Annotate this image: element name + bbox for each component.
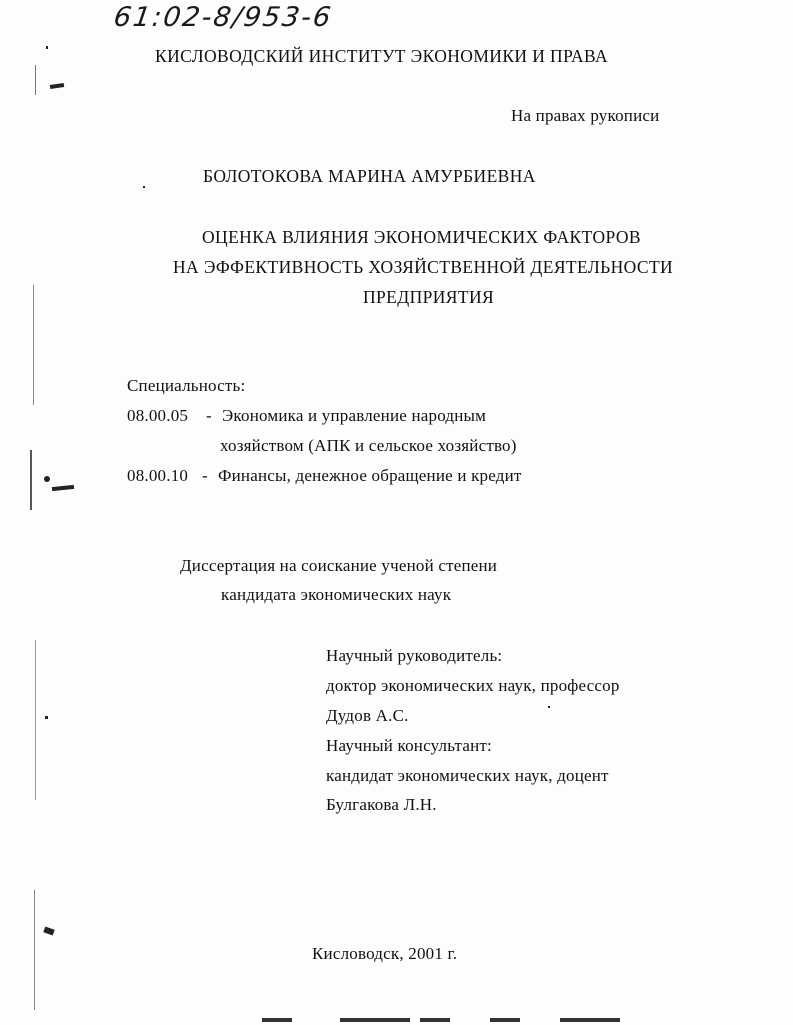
advisor-label: Научный руководитель: [326,646,503,665]
advisor-degree: доктор экономических наук, профессор [326,676,620,695]
place-year: Кисловодск, 2001 г. [312,944,458,963]
dissertation-line-2: кандидата экономических наук [221,585,452,604]
scan-edge [340,1018,410,1022]
scan-edge [490,1018,520,1022]
archive-code-handwritten: 61:02-8/953-6 [111,2,335,33]
thesis-title-line-3: ПРЕДПРИЯТИЯ [363,287,495,307]
scan-speck [143,186,145,188]
scan-edge [262,1018,292,1022]
specialty-code-1: 08.00.05 [127,406,189,425]
specialty-dash-1: - [206,406,212,425]
scan-speck [46,46,48,49]
specialty-text-2: Финансы, денежное обращение и кредит [218,466,522,485]
scan-speck [548,706,550,708]
manuscript-note: На правах рукописи [511,106,660,125]
scan-mark [52,485,74,491]
dissertation-line-1: Диссертация на соискание ученой степени [180,556,498,575]
consultant-name: Булгакова Л.Н. [326,795,437,814]
scan-line [30,450,32,510]
consultant-degree: кандидат экономических наук, доцент [326,766,609,785]
specialty-text-1a: Экономика и управление народным [222,406,487,425]
scan-mark [43,926,54,935]
institute-name: КИСЛОВОДСКИЙ ИНСТИТУТ ЭКОНОМИКИ И ПРАВА [155,46,609,66]
author-name: БОЛОТОКОВА МАРИНА АМУРБИЕВНА [203,166,536,186]
scan-edge [420,1018,450,1022]
scan-mark [44,476,50,482]
specialty-dash-2: - [202,466,208,485]
scan-line [34,890,35,1010]
consultant-label: Научный консультант: [326,736,492,755]
specialty-text-1b: хозяйством (АПК и сельское хозяйство) [220,436,517,455]
scan-line [35,640,36,800]
thesis-title-line-1: ОЦЕНКА ВЛИЯНИЯ ЭКОНОМИЧЕСКИХ ФАКТОРОВ [202,227,641,247]
specialty-label: Специальность: [127,376,246,395]
specialty-code-2: 08.00.10 [127,466,189,485]
scan-line [33,285,34,405]
advisor-name: Дудов А.С. [326,706,409,725]
thesis-title-line-2: НА ЭФФЕКТИВНОСТЬ ХОЗЯЙСТВЕННОЙ ДЕЯТЕЛЬНОСТИ [173,257,674,277]
scan-edge [560,1018,620,1022]
scan-mark [50,83,64,89]
scan-line [35,65,36,95]
scan-speck [45,716,48,719]
